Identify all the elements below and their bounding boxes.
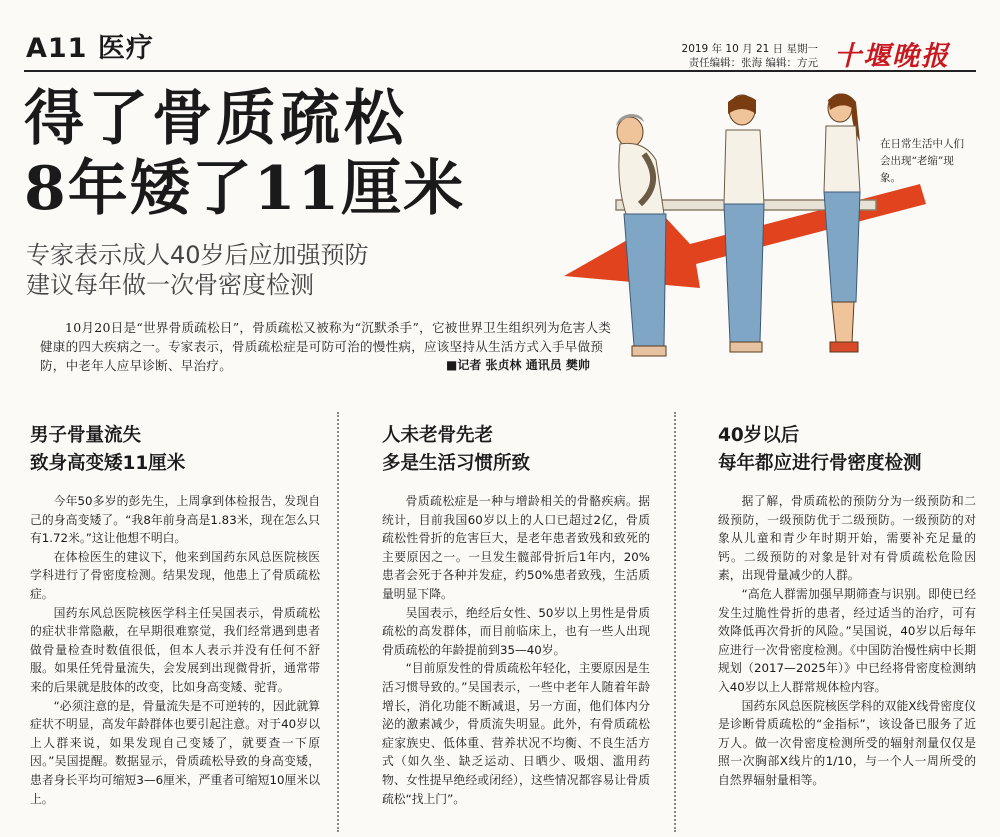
column-1-paragraph: “必须注意的是，骨量流失是不可逆转的，因此就算症状不明显，高发年龄群体也要引起注意。对于40岁以上人群来说，如果发现自己变矮了，就要查一下原因。”吴国提醒。数据显示，骨质疏松导致的身高变矮，患者身长平均可缩短3—6厘米，严重者可缩短10厘米以上。: [30, 698, 320, 806]
column-3-paragraph: “高危人群需加强早期筛查与识别。即使已经发生过脆性骨折的患者，经过适当的治疗，可有效降低再次骨折的风险。”吴国说，40岁以后每年应进行一次骨密度检测。《中国防治慢性病中长期规划（2017—2025年）》中已经将骨密度检测纳入40岁以上人群常规体检内容。: [718, 586, 976, 694]
young-woman-figure: [824, 93, 860, 352]
shrinking-posture-illustration: [560, 92, 980, 374]
masthead-rule: [24, 70, 976, 72]
byline: ■记者 张贞林 通讯员 樊帅: [446, 358, 590, 372]
logo-text: 十堰晚报: [834, 41, 950, 72]
column-2-title-line-2: 多是生活习惯所致: [382, 453, 531, 474]
column-1-title-line-1: 男子骨量流失: [30, 425, 142, 446]
column-2-paragraph: 吴国表示，绝经后女性、50岁以上男性是骨质疏松的高发群体，而目前临床上，也有一些人出现骨质疏松的年龄提前到35—40岁。: [382, 605, 650, 657]
column-3-body: [718, 492, 976, 790]
column-2-title-line-1: 人未老骨先老: [382, 425, 494, 446]
article-column-1: [30, 422, 320, 808]
column-3-title-line-1: 40岁以后: [718, 425, 800, 446]
column-2-paragraph: 骨质疏松症是一种与增龄相关的骨骼疾病。据统计，目前我国60岁以上的人口已超过2亿，骨质疏松性骨折的危害巨大，是老年患者致残和致死的主要原因之一。一旦发生髋部骨折后1年内，20%患者会死于各种并发症，约50%患者致残，生活质量明显下降。: [382, 494, 650, 601]
subheadline-line-1: 专家表示成人40岁后应加强预防: [26, 241, 369, 269]
column-1-paragraph: 在体检医生的建议下，他来到国药东风总医院核医学科进行了骨密度检测。结果发现，他患上了骨质疏松症。: [30, 549, 320, 601]
column-divider: [337, 412, 339, 832]
issue-date: 2019 年 10 月 21 日 星期一: [681, 43, 818, 55]
column-1-title-line-2: 致身高变矮11厘米: [30, 453, 186, 474]
article-column-3: [718, 422, 976, 790]
column-2-paragraph: “目前原发性的骨质疏松年轻化，主要原因是生活习惯导致的。”吴国表示，一些中老年人随着年龄增长，消化功能不断减退，另一方面，他们体内分泌的激素减少，骨质流失明显。此外，有骨质疏松症家族史、低体重、营养状况不均衡、不良生活方式（如久坐、缺乏运动、日晒少、吸烟、滥用药物、女性提早绝经或闭经），这些情况都容易让骨质疏松“找上门”。: [382, 661, 650, 806]
headline-line-1: 得了骨质疏松: [24, 84, 408, 154]
middle-aged-woman-figure: [724, 95, 764, 352]
column-1-body: [30, 492, 320, 808]
article-column-2: [382, 422, 650, 808]
elderly-woman-figure: [616, 114, 666, 356]
editors-credit: 责任编辑：张海 编辑：方元: [688, 57, 818, 69]
lead-paragraph: 10月20日是“世界骨质疏松日”，骨质疏松又被称为“沉默杀手”，它被世界卫生组织列为危害人类健康的四大疾病之一。专家表示，骨质疏松症是可防可治的慢性病，应该坚持从生活方式入手早做预防，中老年人应早诊断、早治疗。: [40, 320, 612, 373]
column-3-title-line-2: 每年都应进行骨密度检测: [718, 453, 922, 474]
column-divider: [674, 412, 676, 832]
headline-line-2: 8年矮了11厘米: [24, 154, 466, 224]
column-3-paragraph: 据了解，骨质疏松的预防分为一级预防和二级预防，一级预防优于二级预防。一级预防的对象从儿童和青少年时期开始，需要补充足量的钙。二级预防的对象是针对有骨质疏松危险因素，出现骨量减少的人群。: [718, 494, 976, 583]
column-3-paragraph: 国药东风总医院核医学科的双能X线骨密度仪是诊断骨质疏松的“金指标”，该设备已服务了近万人。做一次骨密度检测所受的辐射剂量仅仅是照一次胸部X线片的1/10，与一个人一周所受的自然界辐射量相等。: [718, 698, 976, 787]
column-1-paragraph: 国药东风总医院核医学科主任吴国表示，骨质疏松的症状非常隐蔽，在早期很难察觉，我们经常遇到患者做骨量检查时数值很低，但本人表示并没有任何不舒服。如果任凭骨量流失，会发展到出现微骨折，通常带来的后果就是肢体的改变，比如身高变矮、驼背。: [30, 605, 320, 694]
column-2-body: [382, 492, 650, 808]
column-1-paragraph: 今年50多岁的彭先生，上周拿到体检报告，发现自己的身高变矮了。“我8年前身高是1.83米，现在怎么只有1.72米。”这让他想不明白。: [30, 494, 320, 546]
newspaper-logo: [832, 38, 980, 72]
illustration-caption: 在日常生活中人们会出现“老缩”现象。: [880, 138, 964, 184]
subheadline-line-2: 建议每年做一次骨密度检测: [26, 271, 314, 299]
section-label: A11 医疗: [26, 33, 154, 64]
